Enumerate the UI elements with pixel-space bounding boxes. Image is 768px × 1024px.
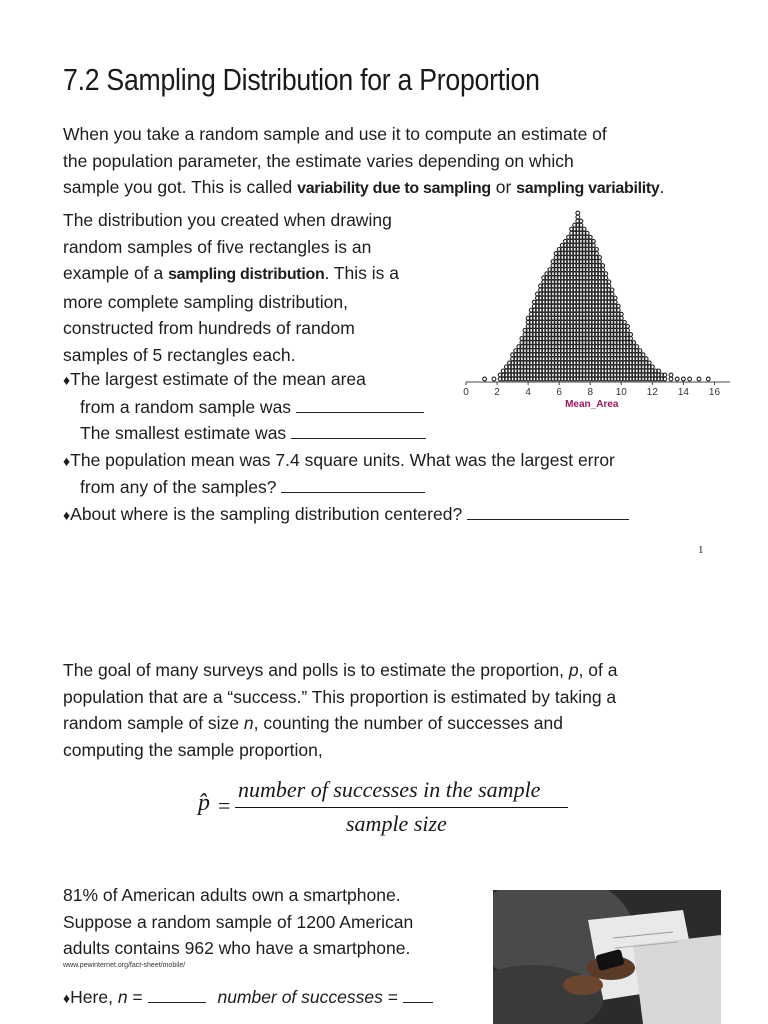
dist-line-2: random samples of five rectangles is an (63, 236, 372, 257)
formula-p-hat: p̂ (198, 790, 210, 816)
bullet-list (63, 366, 629, 528)
dist-line-5: constructed from hundreds of random (63, 318, 355, 338)
dist-line-1: The distribution you created when drawing (63, 210, 392, 230)
dist-text: . This is a (324, 263, 400, 283)
question-text: Here, (70, 987, 118, 1007)
goal-line-4: computing the sample proportion, (63, 739, 323, 760)
data-dot (697, 377, 701, 381)
x-tick-label: 6 (556, 387, 562, 398)
dist-line-6: samples of 5 rectangles each. (63, 344, 296, 365)
x-tick-label: 14 (677, 387, 689, 398)
x-axis-label: Mean_Area (565, 399, 619, 410)
data-dot (669, 373, 673, 377)
x-tick-label: 12 (646, 387, 658, 398)
diamond-bullet-icon: ♦ (63, 452, 71, 469)
intro-text: . (659, 177, 665, 197)
largest-estimate-blank[interactable] (296, 394, 424, 413)
formula-denominator: sample size (346, 811, 447, 836)
data-dot (576, 211, 580, 215)
term-variability-due-to-sampling: variability due to sampling (297, 180, 491, 197)
data-dot (688, 377, 692, 381)
formula-equals: = (218, 793, 231, 818)
x-tick-label: 8 (587, 387, 594, 398)
distribution-paragraph (63, 207, 399, 368)
bullet-2-text: The population mean was 7.4 square units. What was the largest error (70, 449, 615, 470)
formula-fraction-bar (235, 807, 568, 808)
bullet-1-line-2 (63, 394, 629, 421)
data-dot (576, 215, 580, 219)
goal-text: random sample of size (63, 713, 244, 733)
x-tick-label: 10 (615, 387, 627, 398)
dist-text: example of a (63, 263, 169, 283)
page-number: 1 (698, 544, 704, 556)
smartphone-line-2: Suppose a random sample of 1200 American (63, 911, 414, 932)
diamond-bullet-icon: ♦ (63, 506, 71, 523)
intro-line-3 (63, 174, 664, 203)
goal-line-2: population that are a “success.” This proportion is estimated by taking a (63, 686, 617, 707)
goal-text: The goal of many surveys and polls is to estimate the proportion, (63, 660, 569, 680)
bullet-3-text: About where is the sampling distribution centered? (70, 503, 463, 524)
bullet-1-line-3 (63, 420, 629, 447)
smallest-estimate-blank[interactable] (291, 420, 426, 439)
smartphone-question (63, 984, 433, 1012)
intro-line-2: the population parameter, the estimate varies depending on which (63, 150, 574, 171)
x-tick-label: 16 (708, 387, 721, 398)
term-sampling-variability: sampling variability (516, 180, 660, 197)
smartphone-photo (493, 890, 721, 1024)
smartphone-line-3: adults contains 962 who have a smartphone. (63, 938, 411, 958)
diamond-bullet-icon: ♦ (63, 372, 71, 388)
bullet-1-line-2-text: from a random sample was (80, 396, 292, 417)
data-dot (706, 377, 710, 381)
center-blank[interactable] (467, 501, 629, 520)
successes-blank[interactable] (403, 984, 433, 1003)
intro-text: or (490, 177, 517, 197)
question-text: = (127, 987, 148, 1007)
variable-p: p (568, 660, 579, 680)
intro-paragraph (63, 121, 664, 203)
bullet-1-text: The largest estimate of the mean area (70, 369, 366, 389)
term-sampling-distribution: sampling distribution (168, 266, 325, 283)
question-text: = (382, 987, 403, 1007)
n-blank[interactable] (148, 984, 206, 1003)
variable-n: n (243, 713, 254, 733)
bullet-2-line-2-text: from any of the samples? (80, 477, 277, 497)
goal-text: , counting the number of successes and (253, 713, 564, 733)
goal-line-1 (63, 657, 617, 684)
bullet-2-line-2 (63, 474, 629, 501)
dist-line-3 (63, 260, 399, 289)
bullet-1-line-3-text: The smallest estimate was (80, 423, 287, 443)
source-link[interactable]: www.pewinternet.org/fact-sheet/mobile/ (63, 962, 186, 969)
intro-text: sample you got. This is called (63, 177, 298, 197)
data-dot (682, 377, 686, 381)
variable-n: n (117, 987, 128, 1007)
data-dot (675, 377, 679, 381)
goal-paragraph (63, 657, 617, 763)
question-text-italic: number of successes (217, 987, 383, 1007)
smartphone-line-1: 81% of American adults own a smartphone. (63, 885, 401, 905)
smartphone-paragraph (63, 882, 413, 962)
dist-line-4: more complete sampling distribution, (63, 291, 348, 312)
goal-text: , of a (578, 660, 618, 680)
data-dot (669, 377, 673, 381)
bullet-2 (63, 447, 629, 475)
goal-line-3 (63, 710, 617, 737)
formula-numerator: number of successes in the sample (238, 777, 541, 802)
x-tick-label: 4 (525, 387, 531, 398)
intro-line-1: When you take a random sample and use it to compute an estimate of (63, 124, 607, 144)
diamond-bullet-icon: ♦ (63, 990, 71, 1006)
bullet-1 (63, 366, 629, 394)
bullet-3 (63, 501, 629, 529)
photo-illustration (493, 890, 721, 1024)
largest-error-blank[interactable] (281, 474, 425, 493)
page-title: 7.2 Sampling Distribution for a Proportion (63, 62, 540, 97)
x-tick-label: 0 (463, 387, 469, 398)
x-tick-label: 2 (494, 387, 500, 398)
